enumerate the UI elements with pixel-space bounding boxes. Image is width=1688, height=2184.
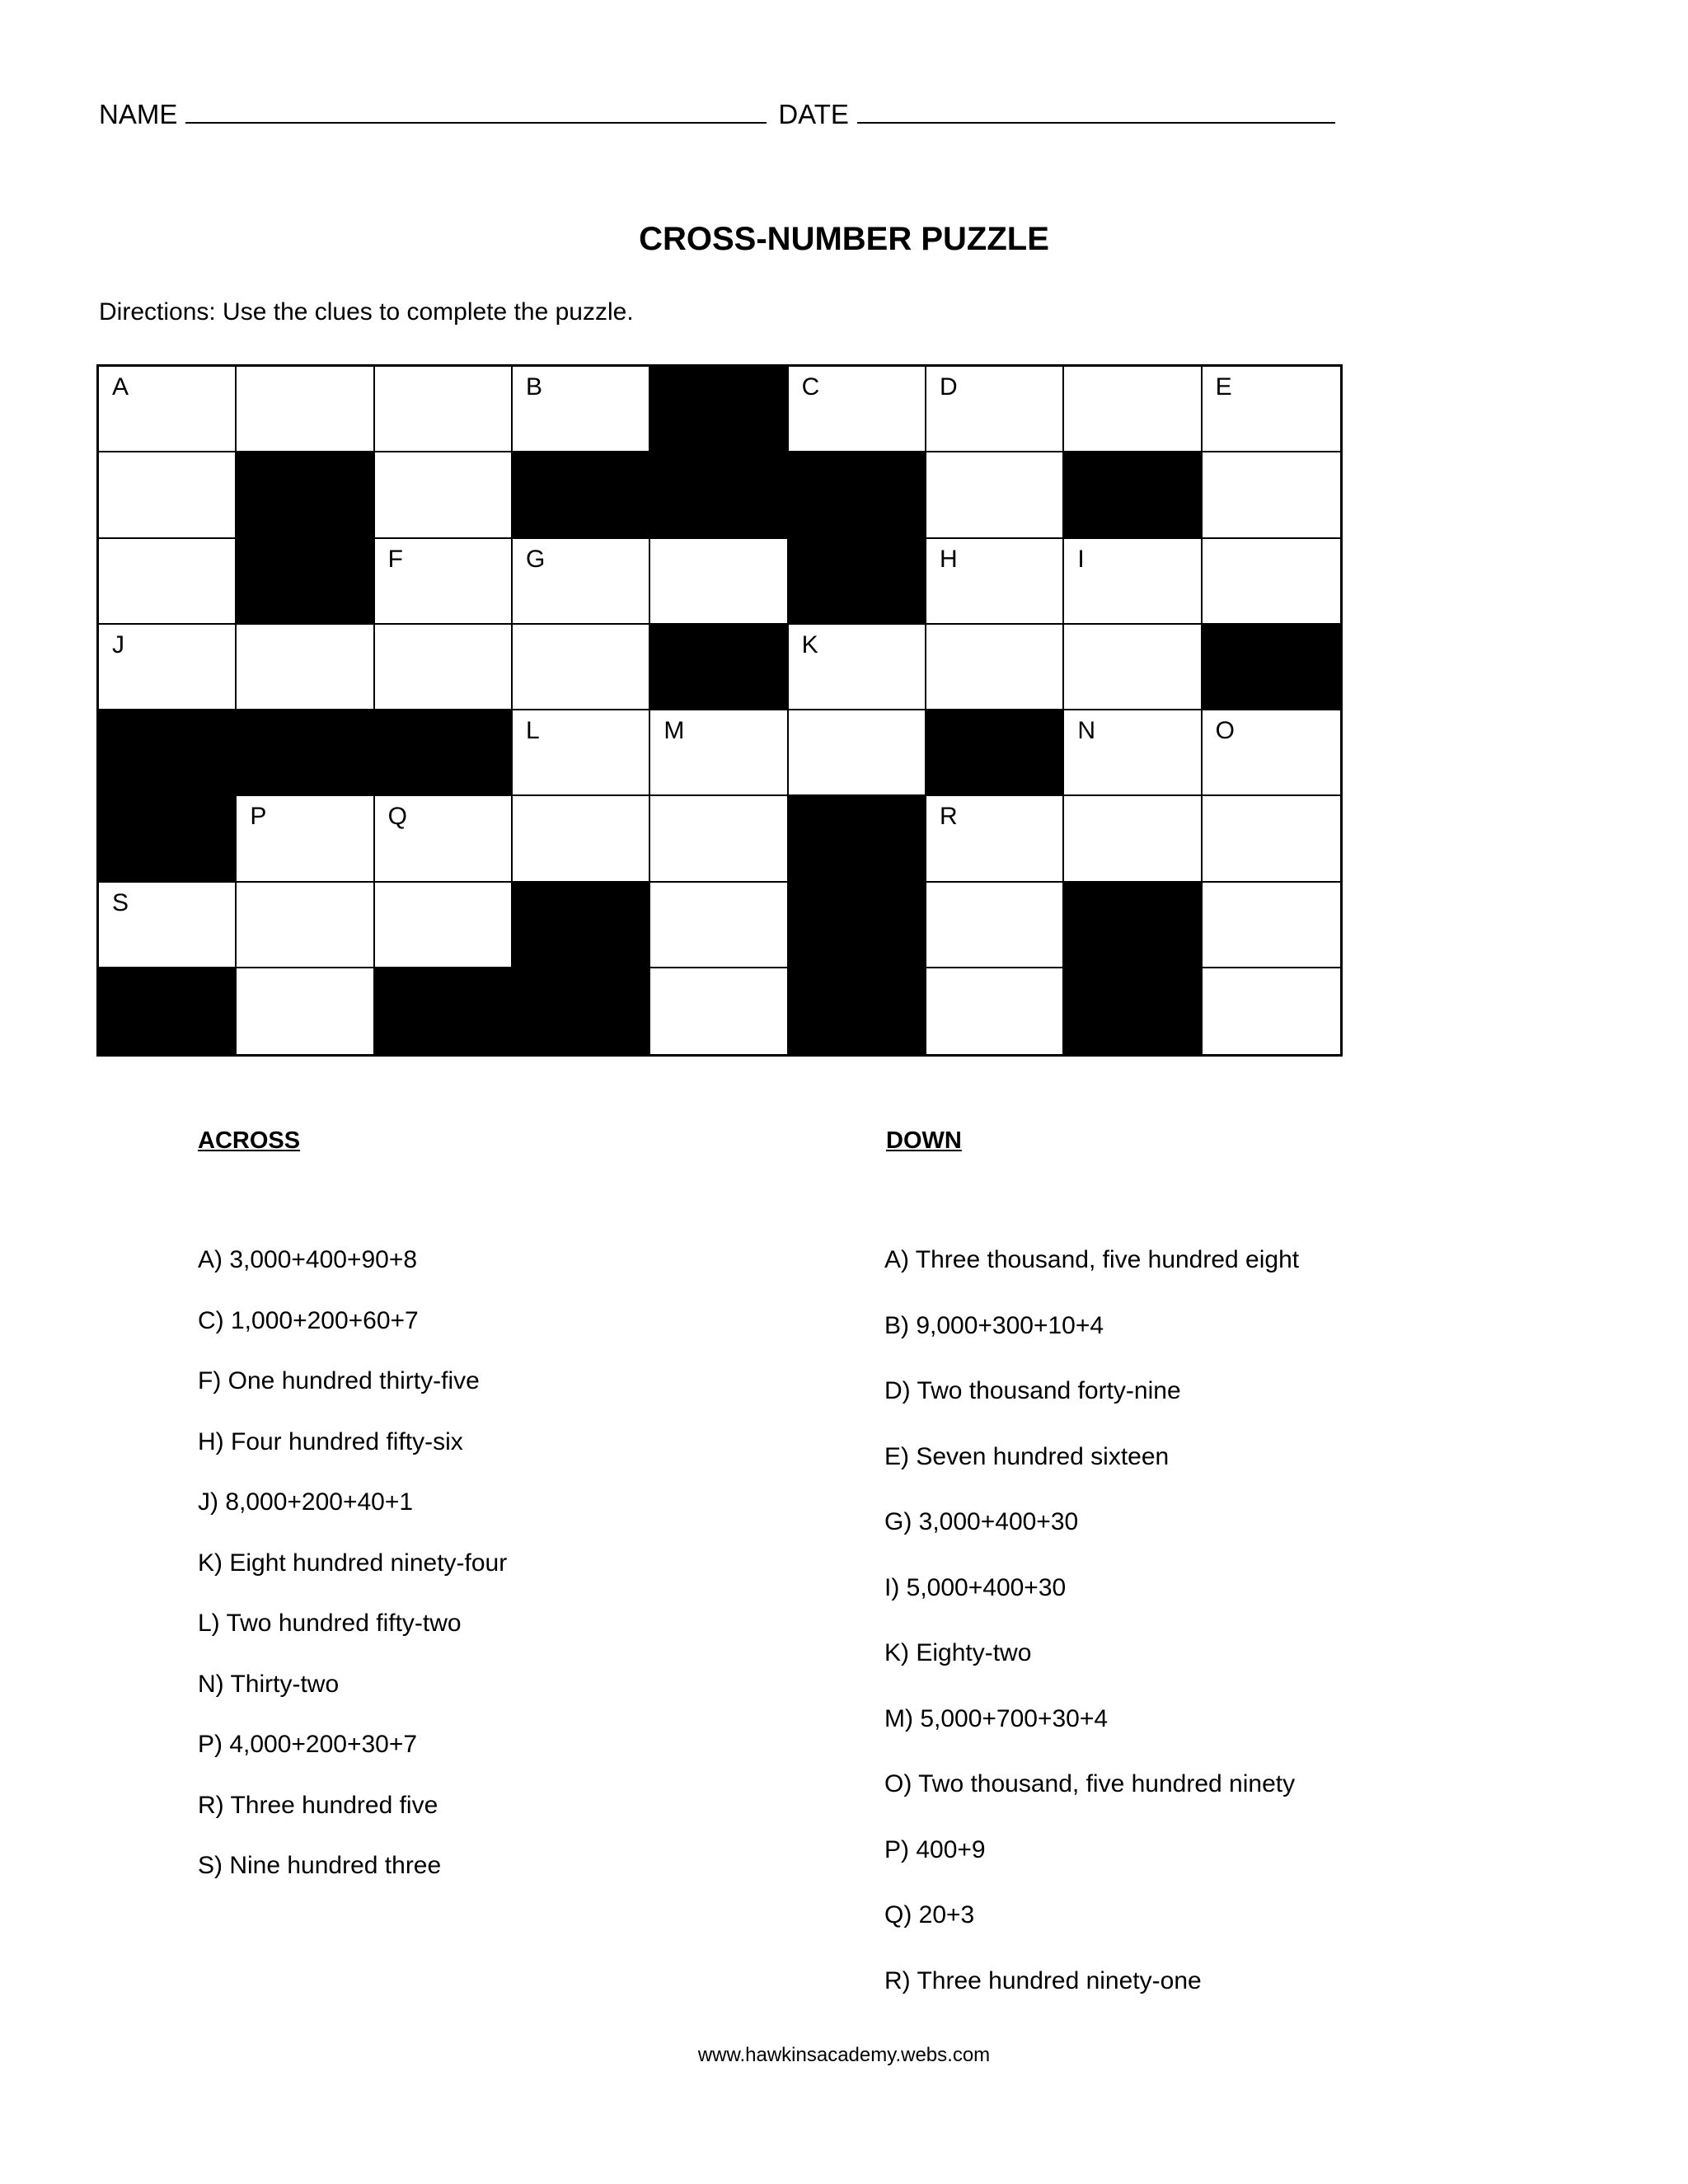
grid-cell[interactable] [513,625,650,710]
grid-cell-label: S [112,888,129,916]
across-clue: S) Nine hundred three [198,1852,442,1879]
grid-cell[interactable] [650,796,788,882]
grid-cell-label: E [1215,373,1232,401]
across-heading: ACROSS [198,1127,301,1154]
grid-cell[interactable] [789,625,926,710]
across-clue: K) Eight hundred ninety-four [198,1549,508,1577]
grid-cell[interactable] [650,968,788,1054]
down-clue: O) Two thousand, five hundred ninety [884,1770,1296,1797]
grid-cell-black [650,625,788,710]
grid-cell[interactable] [1064,796,1202,882]
down-clue: R) Three hundred ninety-one [884,1966,1202,1994]
grid-cell-black [650,452,788,538]
grid-cell-label: F [387,545,403,573]
down-clue: M) 5,000+700+30+4 [884,1704,1109,1732]
grid-cell-label: K [801,630,818,658]
grid-cell[interactable] [1203,367,1340,452]
across-clue: N) Thirty-two [198,1670,340,1698]
grid-cell-label: J [112,630,124,658]
grid-cell[interactable] [375,883,513,968]
grid-cell[interactable] [926,625,1064,710]
grid-cell-label: O [1215,717,1235,744]
grid-cell[interactable] [650,710,788,796]
grid-cell[interactable] [1203,968,1340,1054]
grid-cell-black [237,539,374,625]
grid-cell[interactable] [513,539,650,625]
grid-cell[interactable] [1064,625,1202,710]
across-clue: L) Two hundred fifty-two [198,1610,462,1637]
grid-cell-label: H [939,545,958,573]
name-date-line [99,97,1352,130]
across-clue: C) 1,000+200+60+7 [198,1306,419,1334]
grid-cell-black [237,452,374,538]
grid-cell-black [99,796,237,882]
grid-cell-label: R [939,803,958,831]
grid-cell[interactable] [1064,539,1202,625]
grid-cell-black [789,796,926,882]
grid-cell-black [1064,452,1202,538]
grid-cell-black [1064,968,1202,1054]
across-clue: H) Four hundred fifty-six [198,1427,463,1455]
grid-cell[interactable] [99,883,237,968]
grid-cell[interactable] [926,883,1064,968]
grid-cell[interactable] [1203,710,1340,796]
grid-cell[interactable] [926,796,1064,882]
grid-cell[interactable] [375,367,513,452]
grid-cell-label: G [525,545,546,573]
grid-cell[interactable] [650,883,788,968]
grid-cell-black [926,710,1064,796]
grid-cell[interactable] [1064,710,1202,796]
grid-cell-label: I [1077,545,1085,573]
grid-cell-black [650,367,788,452]
grid-cell[interactable] [1064,367,1202,452]
date-field[interactable] [857,97,1335,124]
puzzle-grid [96,364,1343,1057]
grid-cell-label: N [1077,717,1095,744]
grid-cell-label: D [939,373,958,401]
grid-cell[interactable] [513,367,650,452]
across-clue: F) One hundred thirty-five [198,1367,480,1394]
grid-cell[interactable] [237,796,374,882]
grid-cell-label: P [250,803,267,831]
grid-cell[interactable] [1203,883,1340,968]
grid-cell-label: L [525,717,540,744]
name-field[interactable] [185,97,767,124]
down-clue: B) 9,000+300+10+4 [884,1311,1104,1339]
grid-cell[interactable] [375,625,513,710]
grid-cell-black [237,710,374,796]
down-clue: K) Eighty-two [884,1639,1032,1666]
across-clue: A) 3,000+400+90+8 [198,1246,418,1273]
down-clue: G) 3,000+400+30 [884,1508,1079,1535]
down-clue: I) 5,000+400+30 [884,1573,1067,1601]
name-label: NAME [99,99,178,129]
down-clue: P) 400+9 [884,1835,986,1863]
grid-cell-black [789,539,926,625]
page-title: CROSS-NUMBER PUZZLE [639,221,1049,257]
across-clue: P) 4,000+200+30+7 [198,1731,418,1758]
grid-cell[interactable] [789,710,926,796]
grid-cell-black [1064,883,1202,968]
grid-cell[interactable] [237,883,374,968]
grid-cell-label: B [525,373,542,401]
grid-cell-black [1203,625,1340,710]
grid-cell-black [99,968,237,1054]
down-heading: DOWN [886,1127,962,1154]
grid-cell-black [789,452,926,538]
grid-cell[interactable] [99,367,237,452]
grid-cell-black [513,968,650,1054]
down-clue: E) Seven hundred sixteen [884,1442,1170,1470]
down-clue: D) Two thousand forty-nine [884,1377,1181,1404]
grid-cell[interactable] [237,367,374,452]
grid-cell[interactable] [1203,796,1340,882]
date-label: DATE [778,99,849,129]
grid-cell[interactable] [237,968,374,1054]
across-clue: J) 8,000+200+40+1 [198,1488,414,1516]
grid-cell[interactable] [237,625,374,710]
grid-cell-black [789,968,926,1054]
grid-cell[interactable] [99,625,237,710]
grid-cell[interactable] [513,796,650,882]
grid-cell[interactable] [1203,539,1340,625]
grid-cell-label: M [663,717,685,744]
grid-cell-black [375,710,513,796]
directions-text: Directions: Use the clues to complete the puzzle. [99,298,634,326]
grid-cell-label: Q [387,803,407,831]
grid-cell[interactable] [926,968,1064,1054]
down-clue: A) Three thousand, five hundred eight [884,1246,1300,1273]
grid-cell[interactable] [650,539,788,625]
grid-cell[interactable] [375,452,513,538]
footer-url: www.hawkinsacademy.webs.com [697,2044,991,2066]
grid-cell[interactable] [789,367,926,452]
grid-cell-black [513,883,650,968]
grid-cell[interactable] [99,452,237,538]
grid-cell[interactable] [1203,452,1340,538]
grid-cell[interactable] [926,539,1064,625]
grid-cell-black [513,452,650,538]
grid-cell-black [99,710,237,796]
grid-cell-label: C [801,373,820,401]
across-clue: R) Three hundred five [198,1791,438,1819]
grid-cell[interactable] [513,710,650,796]
grid-cell-label: A [112,373,129,401]
grid-cell[interactable] [375,539,513,625]
grid-cell[interactable] [926,367,1064,452]
grid-cell[interactable] [926,452,1064,538]
grid-cell-black [375,968,513,1054]
grid-cell[interactable] [99,539,237,625]
grid-cell[interactable] [375,796,513,882]
down-clue: Q) 20+3 [884,1901,975,1929]
grid-cell-black [789,883,926,968]
